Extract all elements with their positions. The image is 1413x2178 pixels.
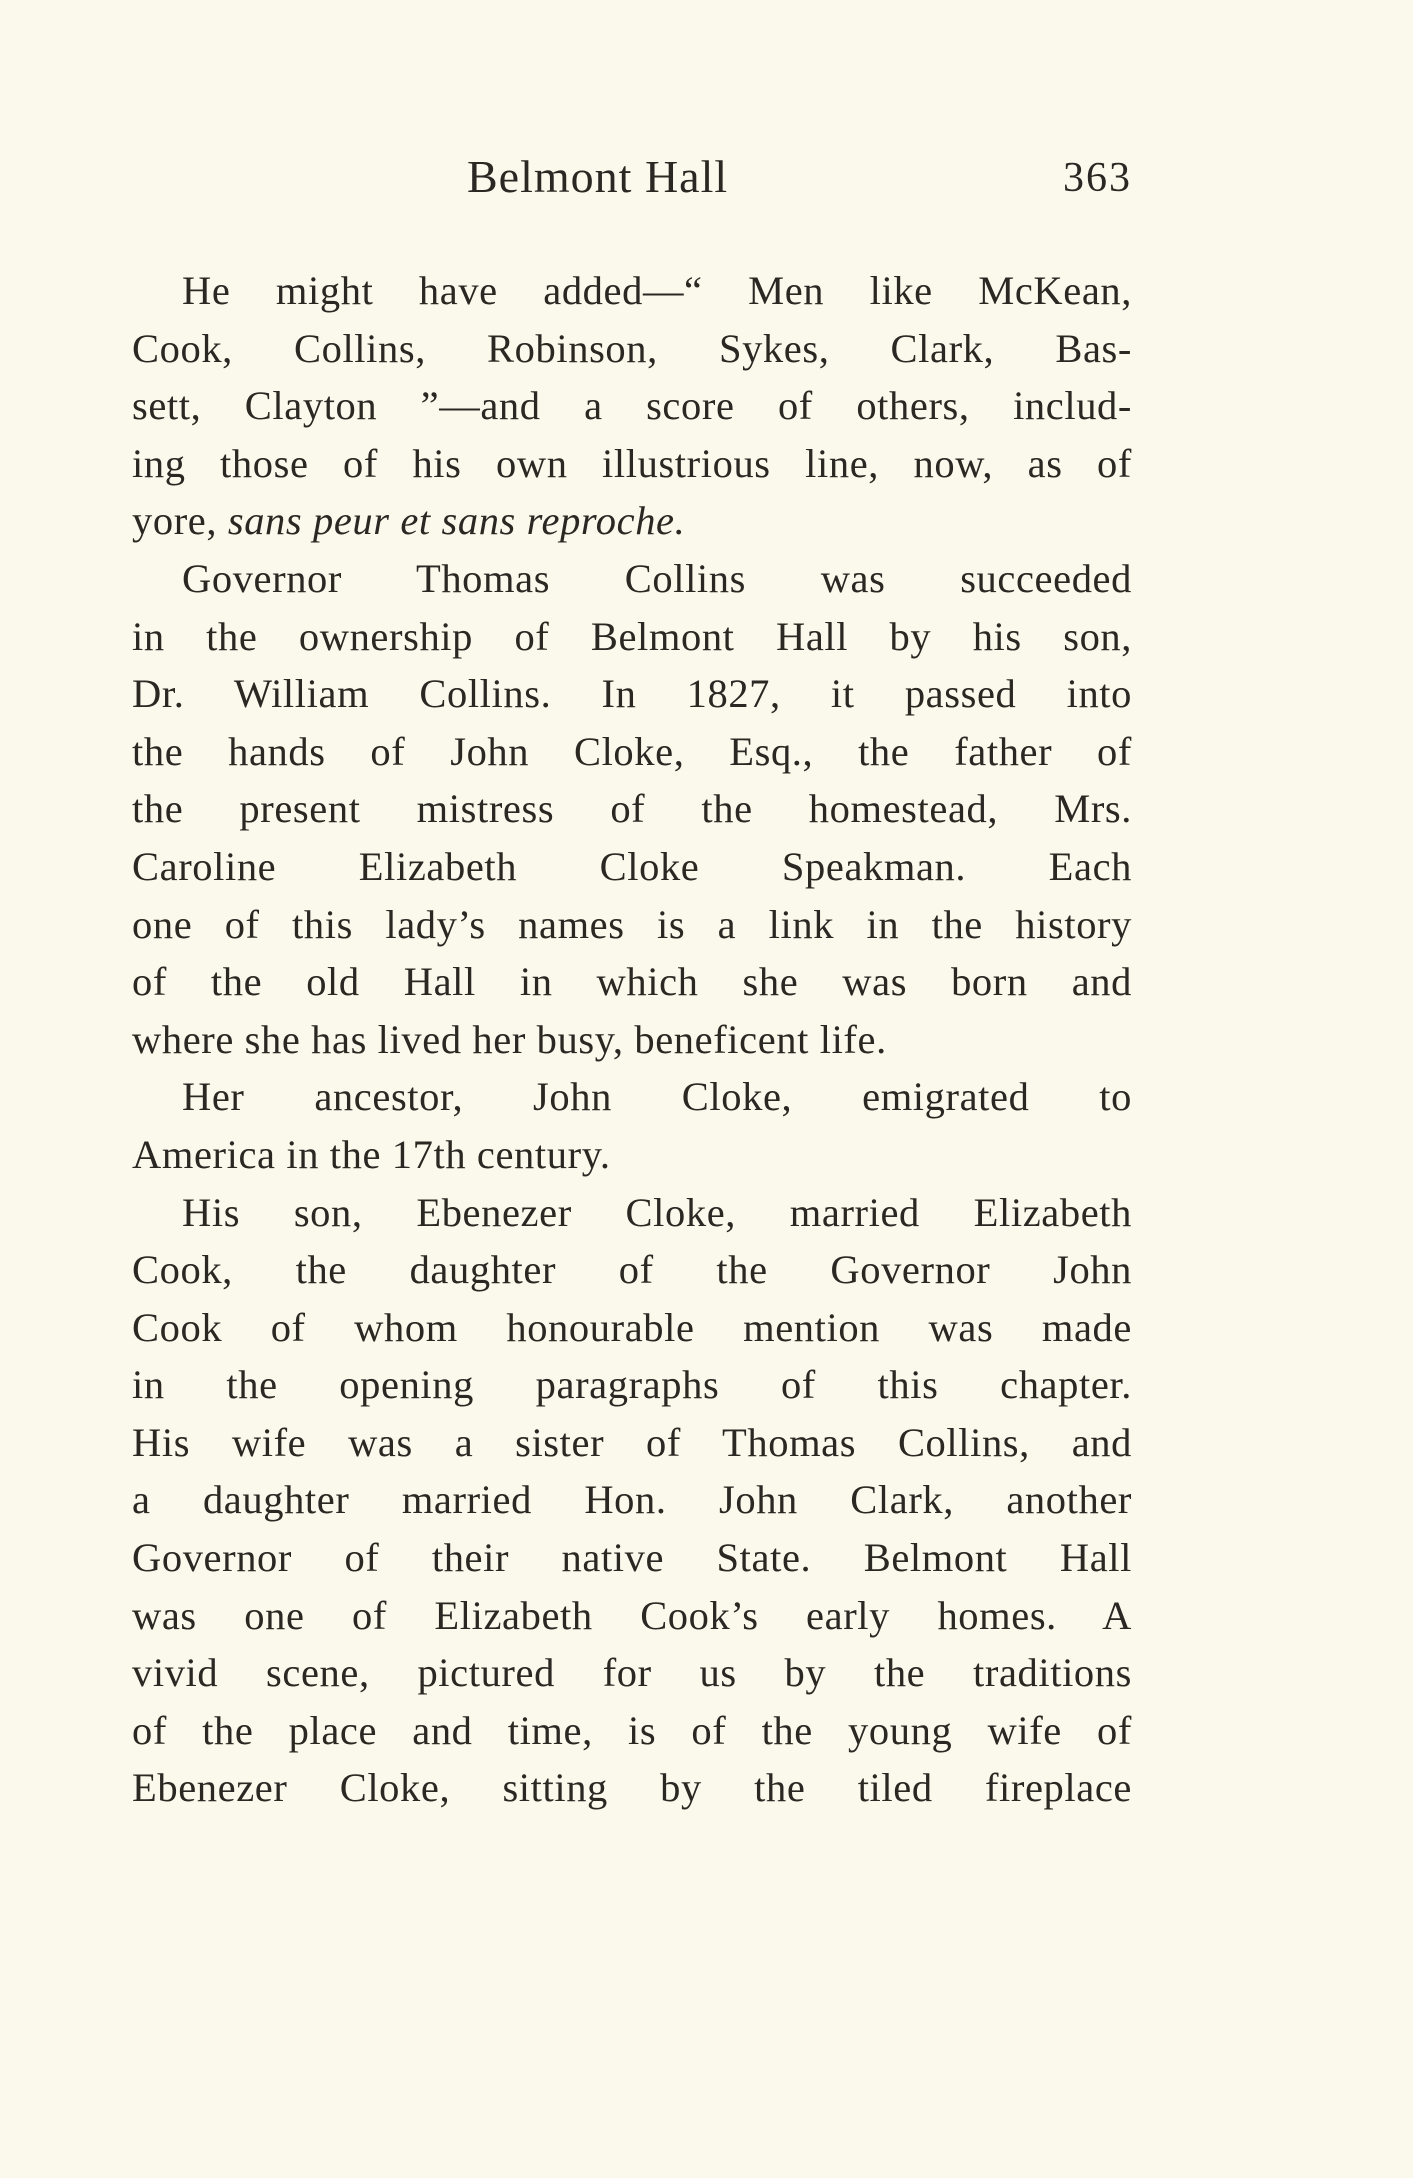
text-line: [132, 1184, 1132, 1242]
running-head: [132, 150, 1132, 220]
text-line-content: one of this lady’s names is a link in the history: [132, 901, 1132, 947]
text-line-content: America in the 17th century.: [132, 1131, 611, 1177]
text-line: [132, 1702, 1132, 1760]
text-line-content: Cook, Collins, Robinson, Sykes, Clark, Bas-: [132, 325, 1132, 371]
text-line-content: in the ownership of Belmont Hall by his son,: [132, 613, 1132, 659]
text-line-content: was one of Elizabeth Cook’s early homes. A: [132, 1592, 1132, 1638]
text-line: [132, 492, 1132, 550]
text-line: [132, 838, 1132, 896]
text-line: [132, 377, 1132, 435]
text-line-content: the hands of John Cloke, Esq., the father of: [132, 728, 1132, 774]
text-line-content: vivid scene, pictured for us by the traditions: [132, 1650, 1132, 1696]
text-line: [132, 1529, 1132, 1587]
text-line: [132, 780, 1132, 838]
text-line: [132, 1356, 1132, 1414]
text-line: [132, 953, 1132, 1011]
text-line-content: He might have added—“ Men like McKean,: [182, 268, 1132, 313]
text-line: [132, 550, 1132, 608]
text-line: [132, 1644, 1132, 1702]
text-line-content: Caroline Elizabeth Cloke Speakman. Each: [132, 843, 1132, 889]
text-line: [132, 320, 1132, 378]
text-line-content: Cook of whom honourable mention was made: [132, 1304, 1132, 1350]
text-line-content: His son, Ebenezer Cloke, married Elizabeth: [182, 1189, 1132, 1235]
text-line: [132, 723, 1132, 781]
text-line: [132, 608, 1132, 666]
body-text: [132, 262, 1132, 1817]
text-line-content: Governor Thomas Collins was succeeded: [182, 555, 1132, 601]
text-line-content: in the opening paragraphs of this chapter.: [132, 1362, 1132, 1408]
text-line: [132, 1587, 1132, 1645]
text-line-content: of the old Hall in which she was born and: [132, 959, 1132, 1005]
text-line-content: where she has lived her busy, beneficent life.: [132, 1016, 887, 1062]
text-line: [132, 896, 1132, 954]
text-line-content: Dr. William Collins. In 1827, it passed into: [132, 671, 1132, 717]
text-line: [132, 1241, 1132, 1299]
text-line-content: of the place and time, is of the young wife of: [132, 1707, 1132, 1753]
text-line: [132, 435, 1132, 493]
running-title: Belmont Hall: [467, 151, 729, 202]
text-line: [132, 1471, 1132, 1529]
page-number: 363: [1063, 155, 1132, 201]
text-line: [132, 1068, 1132, 1126]
text-line-content: Cook, the daughter of the Governor John: [132, 1247, 1132, 1293]
text-line: [132, 665, 1132, 723]
text-line-content: a daughter married Hon. John Clark, another: [132, 1477, 1132, 1523]
text-line: [132, 1011, 1132, 1069]
text-line-content: yore,: [132, 498, 228, 544]
text-line-content: Ebenezer Cloke, sitting by the tiled fireplace: [132, 1765, 1132, 1811]
text-line: [132, 1759, 1132, 1817]
text-line-content: ing those of his own illustrious line, now, as of: [132, 440, 1132, 486]
text-line-content: Governor of their native State. Belmont Hall: [132, 1535, 1132, 1581]
text-line: [132, 1126, 1132, 1184]
text-line-content: sett, Clayton ”—and a score of others, includ-: [132, 383, 1132, 429]
text-line: [132, 262, 1132, 320]
text-line-content: His wife was a sister of Thomas Collins, and: [132, 1419, 1132, 1465]
text-line-content: Her ancestor, John Cloke, emigrated to: [182, 1074, 1132, 1120]
text-line: [132, 1299, 1132, 1357]
text-line: [132, 1414, 1132, 1472]
text-line-content: the present mistress of the homestead, Mrs.: [132, 786, 1132, 832]
italic-phrase: sans peur et sans reproche.: [227, 498, 686, 544]
